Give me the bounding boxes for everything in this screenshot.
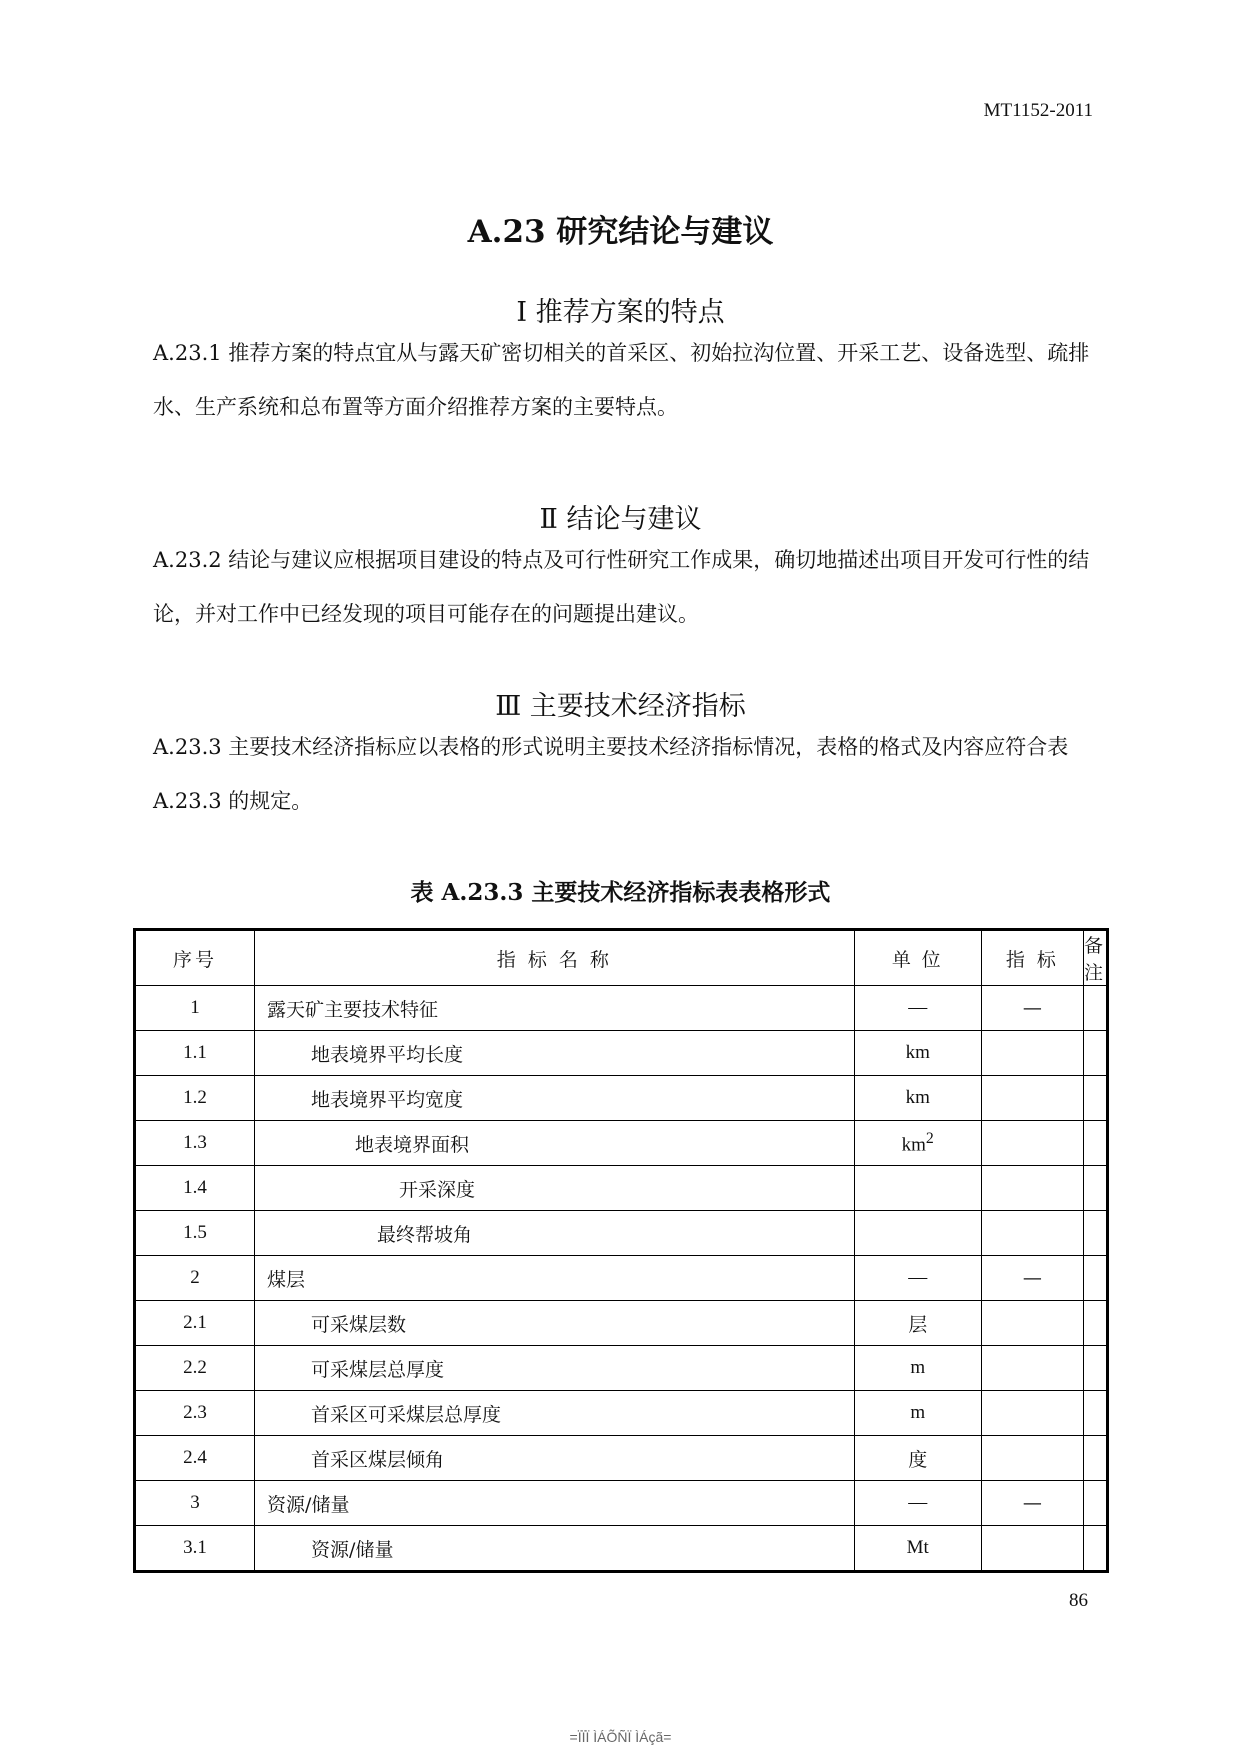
row-name: 地表境界平均宽度	[255, 1076, 855, 1121]
table-row	[135, 1076, 1108, 1121]
table-row	[135, 1031, 1108, 1076]
row-remark	[1083, 1256, 1107, 1301]
header-indicator-name: 指 标 名 称	[255, 930, 855, 986]
row-value: —	[981, 986, 1083, 1031]
row-remark	[1083, 1481, 1107, 1526]
table-row	[135, 1166, 1108, 1211]
row-remark	[1083, 986, 1107, 1031]
header-indicator: 指 标	[981, 930, 1083, 986]
row-number: 2.2	[135, 1346, 255, 1391]
row-number: 1	[135, 986, 255, 1031]
row-number: 1.5	[135, 1211, 255, 1256]
row-number: 3	[135, 1481, 255, 1526]
row-number: 2.3	[135, 1391, 255, 1436]
row-name: 地表境界平均长度	[255, 1031, 855, 1076]
row-unit	[854, 1166, 981, 1211]
header-number: 序号	[135, 930, 255, 986]
row-name: 首采区可采煤层总厚度	[255, 1391, 855, 1436]
table-row	[135, 1211, 1108, 1256]
row-unit	[854, 1076, 981, 1121]
row-value	[981, 1121, 1083, 1166]
row-unit-superscript: 2	[925, 1129, 934, 1147]
header-unit: 单 位	[854, 930, 981, 986]
paragraph-a23-3: A.23.3 主要技术经济指标应以表格的形式说明主要技术经济指标情况，表格的格式及内容应符合表 A.23.3 的规定。	[153, 735, 1069, 813]
row-name: 露天矿主要技术特征	[255, 986, 855, 1031]
row-name: 开采深度	[255, 1166, 855, 1211]
table-row	[135, 1481, 1108, 1526]
row-name: 最终帮坡角	[255, 1211, 855, 1256]
row-unit-text: km	[905, 1087, 930, 1108]
row-value	[981, 1436, 1083, 1481]
row-unit-text: —	[908, 997, 928, 1018]
row-remark	[1083, 1526, 1107, 1572]
paragraph-a23-2: A.23.2 结论与建议应根据项目建设的特点及可行性研究工作成果，确切地描述出项目开发可行性的结论，并对工作中已经发现的项目可能存在的问题提出建议。	[153, 548, 1090, 626]
header-remarks: 备 注	[1083, 930, 1107, 986]
table-row	[135, 1346, 1108, 1391]
table-caption: 表 A.23.3 主要技术经济指标表表格形式	[410, 879, 831, 906]
row-value	[981, 1166, 1083, 1211]
row-unit-text: 度	[908, 1449, 928, 1471]
subsection-heading-2: Ⅱ 结论与建议	[539, 504, 702, 535]
table-row	[135, 1391, 1108, 1436]
row-number: 1.1	[135, 1031, 255, 1076]
row-unit	[854, 1121, 981, 1166]
row-unit-text: —	[908, 1492, 928, 1513]
footer-watermark: =ÏÏÏ ÌÁÕÑÏ ÌÁçã=	[569, 1729, 672, 1745]
row-remark	[1083, 1346, 1107, 1391]
row-unit-text: —	[908, 1267, 928, 1288]
row-value	[981, 1526, 1083, 1572]
paragraph-a23-1: A.23.1 推荐方案的特点宜从与露天矿密切相关的首采区、初始拉沟位置、开采工艺、设备选型、疏排水、生产系统和总布置等方面介绍推荐方案的主要特点。	[153, 341, 1090, 419]
row-name: 可采煤层数	[255, 1301, 855, 1346]
subsection-heading-3: Ⅲ 主要技术经济指标	[495, 691, 746, 722]
row-unit	[854, 1211, 981, 1256]
row-number: 1.4	[135, 1166, 255, 1211]
table-header-row	[135, 930, 1108, 986]
row-unit	[854, 1436, 981, 1481]
row-name: 煤层	[255, 1256, 855, 1301]
standard-code: MT1152-2011	[983, 100, 1093, 121]
row-unit	[854, 1301, 981, 1346]
row-number: 3.1	[135, 1526, 255, 1572]
row-name: 资源/储量	[255, 1526, 855, 1572]
row-remark	[1083, 1121, 1107, 1166]
table-row	[135, 1121, 1108, 1166]
row-number: 1.3	[135, 1121, 255, 1166]
row-value	[981, 1346, 1083, 1391]
row-unit-text: km	[901, 1134, 926, 1156]
row-remark	[1083, 1436, 1107, 1481]
row-number: 1.2	[135, 1076, 255, 1121]
row-number: 2	[135, 1256, 255, 1301]
row-value	[981, 1031, 1083, 1076]
row-unit	[854, 986, 981, 1031]
row-unit	[854, 1346, 981, 1391]
row-name: 首采区煤层倾角	[255, 1436, 855, 1481]
row-value: —	[981, 1481, 1083, 1526]
section-title: A.23 研究结论与建议	[467, 214, 774, 250]
row-unit-text: Mt	[906, 1537, 929, 1558]
row-unit	[854, 1391, 981, 1436]
row-name: 可采煤层总厚度	[255, 1346, 855, 1391]
row-value: —	[981, 1256, 1083, 1301]
row-unit	[854, 1526, 981, 1572]
row-value	[981, 1391, 1083, 1436]
table-row	[135, 1301, 1108, 1346]
row-unit-text: 层	[908, 1314, 928, 1336]
row-remark	[1083, 1391, 1107, 1436]
row-number: 2.1	[135, 1301, 255, 1346]
row-remark	[1083, 1076, 1107, 1121]
row-unit-text: km	[905, 1042, 930, 1063]
row-remark	[1083, 1211, 1107, 1256]
table-row	[135, 1256, 1108, 1301]
row-unit-text: m	[910, 1357, 926, 1378]
subsection-heading-1: Ⅰ 推荐方案的特点	[516, 297, 725, 328]
row-unit	[854, 1481, 981, 1526]
row-remark	[1083, 1166, 1107, 1211]
row-unit	[854, 1031, 981, 1076]
table-row	[135, 1436, 1108, 1481]
row-name: 资源/储量	[255, 1481, 855, 1526]
row-name: 地表境界面积	[255, 1121, 855, 1166]
table-row	[135, 986, 1108, 1031]
row-value	[981, 1211, 1083, 1256]
page-number: 86	[1069, 1590, 1088, 1611]
row-value	[981, 1076, 1083, 1121]
row-remark	[1083, 1031, 1107, 1076]
indicator-table	[133, 928, 1109, 1573]
row-remark	[1083, 1301, 1107, 1346]
row-value	[981, 1301, 1083, 1346]
row-unit-text: m	[910, 1402, 926, 1423]
table-row	[135, 1526, 1108, 1572]
row-unit	[854, 1256, 981, 1301]
row-number: 2.4	[135, 1436, 255, 1481]
